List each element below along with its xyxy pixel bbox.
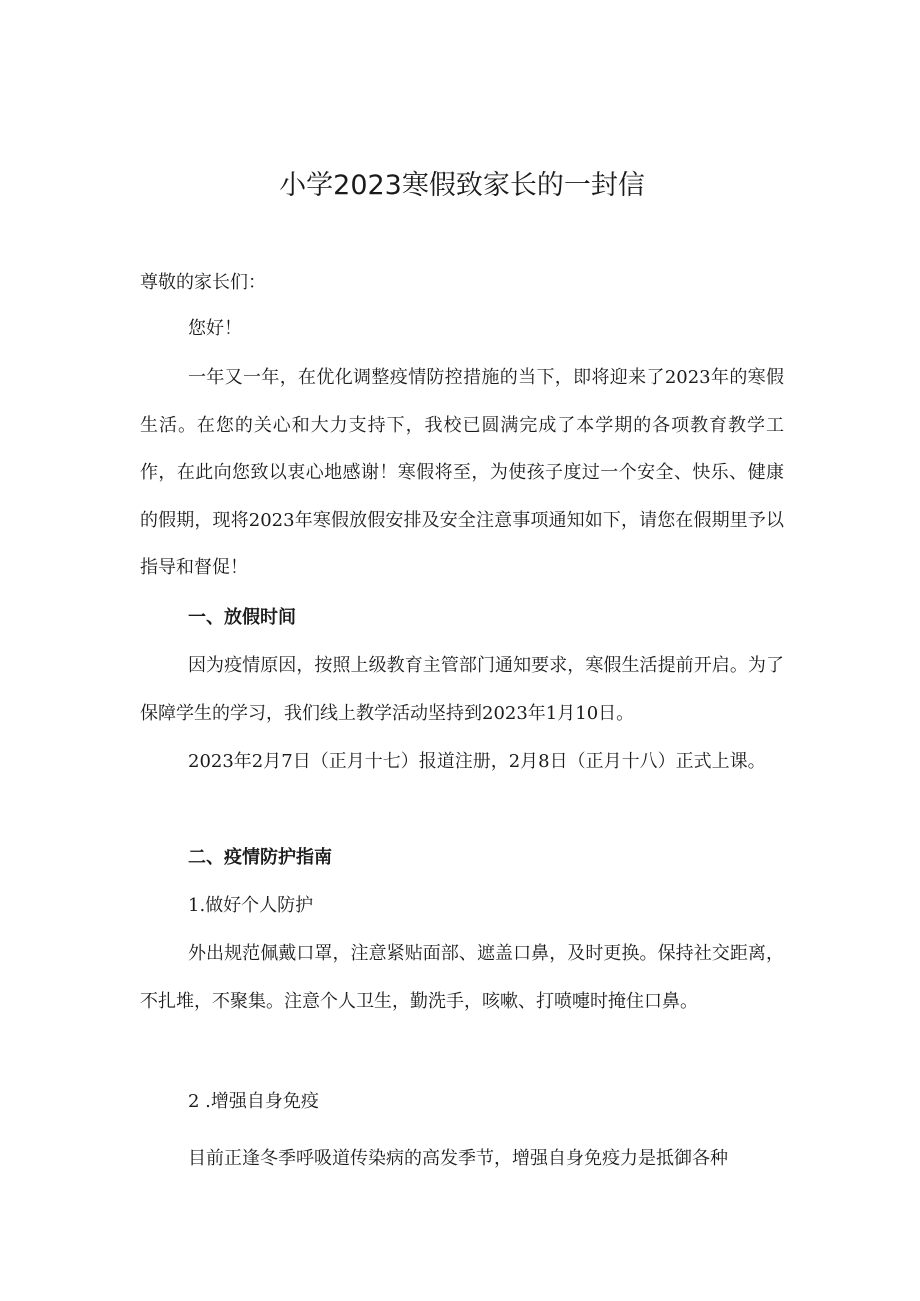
section-2-subheading-1: 1.做好个人防护 bbox=[188, 895, 314, 916]
letter-title: 小学2023寒假致家长的一封信 bbox=[279, 170, 645, 201]
section-2-paragraph-2: 目前正逢冬季呼吸道传染病的高发季节，增强自身免疫力是抵御各种 bbox=[188, 1148, 728, 1169]
intro-paragraph: 一年又一年，在优化调整疫情防控措施的当下，即将迎来了2023年的寒假生活。在您的关心和大力支持下，我校已圆满完成了本学期的各项教育教学工作，在此向您致以衷心地感谢！寒假将至，为使孩子度过一个安全、快乐、健康的假期，现将2023年寒假放假安排及安全注意事项通知如下，请您在假期里予以指导和督促！ bbox=[140, 367, 784, 578]
section-2-heading: 二、疫情防护指南 bbox=[188, 847, 332, 868]
section-1-paragraph-2: 2023年2月7日（正月十七）报道注册，2月8日（正月十八）正式上课。 bbox=[188, 751, 766, 772]
greeting: 您好！ bbox=[188, 318, 242, 339]
section-1-heading: 一、放假时间 bbox=[188, 607, 296, 628]
section-1-paragraph-1: 因为疫情原因，按照上级教育主管部门通知要求，寒假生活提前开启。为了保障学生的学习，我们线上教学活动坚持到2023年1月10日。 bbox=[140, 655, 784, 724]
salutation: 尊敬的家长们： bbox=[140, 272, 266, 293]
section-2-subheading-2: 2 .增强自身免疫 bbox=[188, 1091, 319, 1112]
section-2-paragraph-1: 外出规范佩戴口罩，注意紧贴面部、遮盖口鼻，及时更换。保持社交距离，不扎堆，不聚集。注意个人卫生，勤洗手，咳嗽、打喷嚏时掩住口鼻。 bbox=[140, 943, 784, 1012]
